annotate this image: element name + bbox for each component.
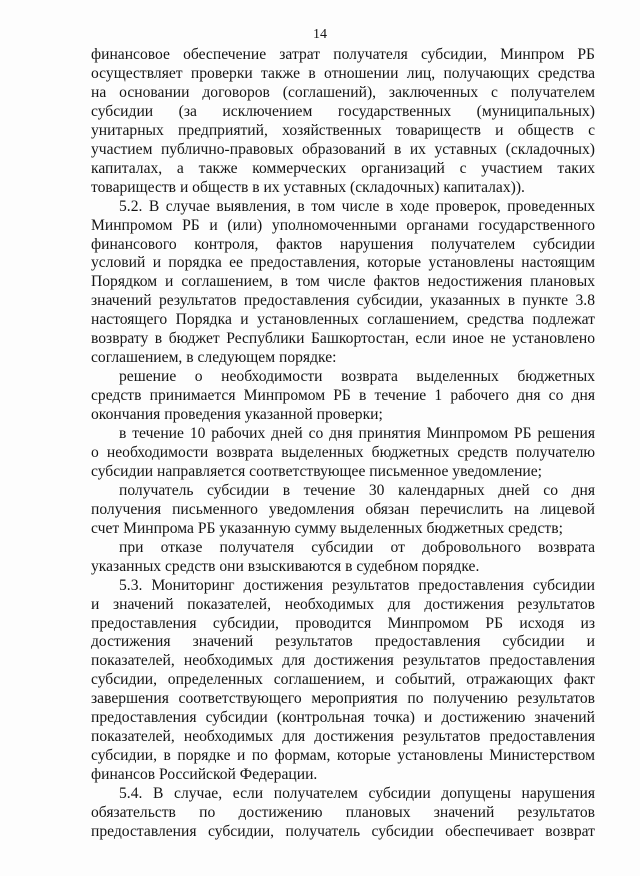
text-line: финансовое обеспечение затрат получателя субсидии, Минпром РБ [91,46,595,63]
text-line: возврату в бюджет Республики Башкортостан, если иное не установлено [91,330,595,348]
text-line: получатель субсидии в течение 30 календарных дней со дня [119,481,595,499]
text-line: соглашением, в следующем порядке: [91,349,337,367]
text-line: настоящего Порядка и установленных соглашением, средства подлежат [91,311,595,329]
text-line: Минпромом РБ и (или) уполномоченными органами государственного [91,216,595,234]
text-line: 5.4. В случае, если получателем субсидии допущены нарушения [119,785,595,802]
text-line: субсидии, определенных соглашением, и событий, отражающих факт [91,671,595,689]
text-line: при отказе получателя субсидии от добровольного возврата [119,538,595,556]
text-line: предоставления субсидии, получатель субсидии обеспечивает возврат [91,822,595,840]
text-line: показателей, необходимых для достижения результатов предоставления [91,652,595,670]
text-line: обязательств по достижению плановых значений результатов [91,804,595,821]
text-line: средств принимается Минпромом РБ в течение 1 рабочего дня со дня [91,387,595,405]
text-line: окончания проведения указанной проверки; [91,406,383,424]
text-line: завершения соответствующего мероприятия по получению результатов [91,690,595,708]
text-line: получения письменного уведомления обязан перечислить на лицевой [91,500,595,518]
text-line: счет Минпрома РБ указанную сумму выделенных бюджетных средств; [91,519,563,537]
text-line: участием публично-правовых образований в их уставных (складочных) [91,140,595,158]
text-line: осуществляет проверки также в отношении лиц, получающих средства [91,65,595,82]
text-line: предоставления субсидии (контрольная точка) и достижению значений [91,709,595,727]
text-line: значений результатов предоставления субсидии, указанных в пункте 3.8 [91,292,595,310]
text-line: и значений показателей, необходимых для достижения результатов [91,595,595,613]
text-line: показателей, необходимых для достижения результатов предоставления [91,728,595,746]
text-line: финансов Российской Федерации. [91,766,318,784]
text-line: финансового контроля, фактов нарушения получателем субсидии [91,235,595,253]
text-line: Порядком и соглашением, в том числе фактов недостижения плановых [91,273,595,291]
text-line: достижения значений результатов предоставления субсидии и [91,633,595,651]
text-line: товариществ и обществ в их уставных (складочных) капиталах)). [91,178,525,196]
text-line: на основании договоров (соглашений), заключенных с получателем [91,83,595,101]
text-line: 5.3. Мониторинг достижения результатов предоставления субсидии [119,576,595,594]
text-line: решение о необходимости возврата выделенных бюджетных [119,368,595,386]
text-line: в течение 10 рабочих дней со дня принятия Минпромом РБ решения [119,425,595,442]
text-line: условий и порядка ее предоставления, которые установлены настоящим [91,254,595,272]
text-line: предоставления субсидии, проводится Минпромом РБ исходя из [91,614,595,632]
page-number: 14 [313,27,327,42]
text-line: субсидии (за исключением государственных (муниципальных) [91,102,595,120]
text-line: указанных средств они взыскиваются в судебном порядке. [91,557,480,575]
text-line: субсидии направляется соответствующее письменное уведомление; [91,462,543,480]
text-line: о необходимости возврата выделенных бюджетных средств получателю [91,443,595,461]
text-line: субсидии, в порядке и по формам, которые установлены Министерством [91,747,595,765]
text-line: капиталах, а также коммерческих организаций с участием таких [91,159,595,177]
text-line: 5.2. В случае выявления, в том числе в ходе проверок, проведенных [119,197,595,215]
text-line: унитарных предприятий, хозяйственных товариществ и обществ с [91,121,595,139]
